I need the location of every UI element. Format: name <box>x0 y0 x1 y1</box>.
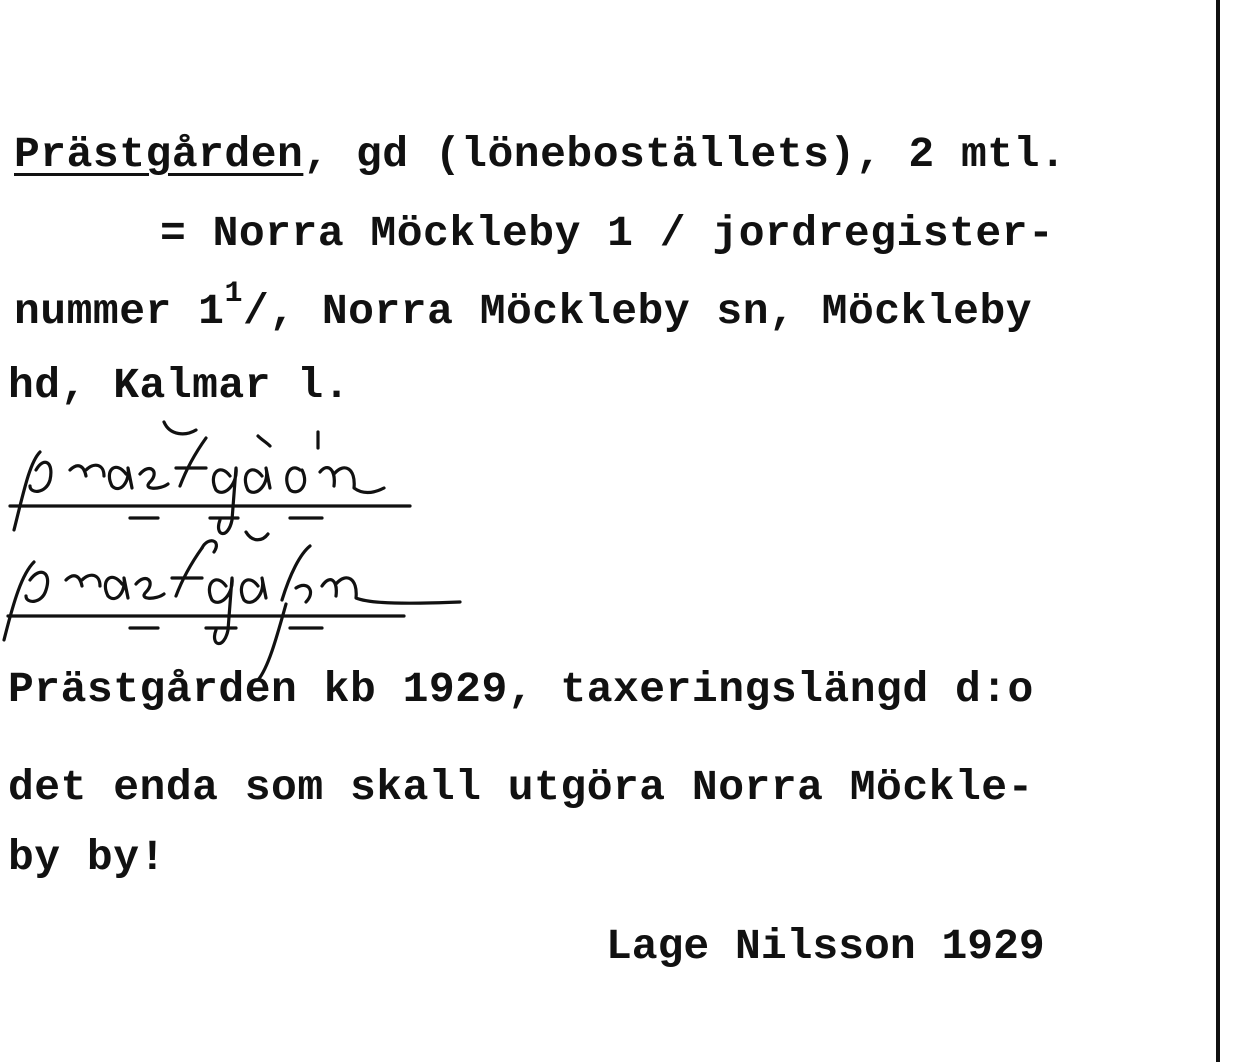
signature: Lage Nilsson 1929 <box>606 922 1045 971</box>
entry-line-2: = Norra Möckleby 1 / jordregister- <box>160 209 1055 258</box>
handwritten-word-1 <box>10 422 410 534</box>
headword: Prästgården <box>14 130 304 179</box>
handwritten-word-2 <box>4 532 460 680</box>
entry-line-6: det enda som skall utgöra Norra Möckle- <box>8 763 1034 812</box>
entry-line-4: hd, Kalmar l. <box>8 361 350 410</box>
entry-line-3-start: nummer 1 <box>14 287 225 336</box>
card-right-edge <box>1216 0 1220 1062</box>
entry-line-5: Prästgården kb 1929, taxeringslängd d:o <box>8 665 1034 714</box>
superscript: 1 <box>224 277 243 311</box>
entry-line-1-rest: , gd (löneboställets), 2 mtl. <box>303 130 1067 179</box>
entry-line-7: by by! <box>8 833 166 882</box>
entry-line-3-rest: /, Norra Möckleby sn, Möckleby <box>242 287 1033 336</box>
